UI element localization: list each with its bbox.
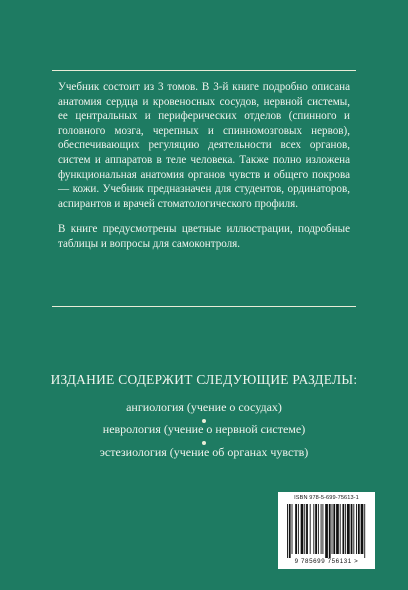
section-item-angiology: ангиология (учение о сосудах) bbox=[126, 400, 282, 414]
barcode-bar bbox=[322, 504, 323, 554]
barcode-bar bbox=[298, 504, 299, 554]
barcode-bar bbox=[353, 504, 354, 554]
description-paragraph-2: В книге предусмотрены цветные иллюстрации, подробные таблицы и вопросы для самоконтроля. bbox=[58, 223, 350, 250]
barcode-bar bbox=[332, 504, 333, 554]
barcode-bar bbox=[310, 504, 311, 554]
barcode-bar bbox=[358, 504, 360, 554]
barcode-bar bbox=[364, 504, 365, 558]
barcode-bar bbox=[292, 504, 293, 554]
barcode-bar bbox=[313, 504, 314, 554]
barcode-bar bbox=[306, 504, 308, 554]
barcode-bar bbox=[342, 504, 344, 554]
barcode-bar bbox=[325, 504, 328, 558]
barcode-bars bbox=[287, 504, 367, 558]
sections-heading: ИЗДАНИЕ СОДЕРЖИТ СЛЕДУЮЩИЕ РАЗДЕЛЫ: bbox=[50, 372, 358, 387]
book-description bbox=[58, 80, 350, 252]
barcode-bar bbox=[304, 504, 305, 554]
barcode-bar bbox=[318, 504, 319, 554]
section-item-neurology: неврология (учение о нервной системе) bbox=[102, 422, 306, 436]
description-paragraph-1: Учебник состоит из 3 томов. В 3-й книге подробно описана анатомия сердца и кровеносных сосудов, нервной системы, ее центральных и периферических отделов (спинного и головного мозга, черепных и спинномозговых нервов), обеспечивающих регуляцию деятельности всех органов, систем и аппаратов в теле человека. Также полно изложена функциональная анатомия органов чувств и общего покрова — кожи. Учебник предназначен для студентов, ординаторов, аспирантов и врачей стоматологического профиля. bbox=[58, 81, 350, 210]
barcode-bar bbox=[295, 504, 297, 554]
isbn-label: ISBN 978-5-699-75613-1 bbox=[294, 495, 359, 501]
barcode-bar bbox=[289, 504, 291, 558]
section-item-esthesiology: эстезиология (учение об органах чувств) bbox=[99, 445, 309, 459]
barcode-bar bbox=[340, 504, 341, 554]
barcode-digits: 9 785699 756131 > bbox=[294, 558, 359, 565]
barcode-bar bbox=[287, 504, 288, 558]
barcode-bar bbox=[351, 504, 353, 554]
barcode-bar bbox=[315, 504, 317, 554]
barcode-bar bbox=[347, 504, 350, 554]
barcode-bar bbox=[336, 504, 339, 554]
barcode-bar bbox=[329, 504, 331, 558]
barcode-bar bbox=[345, 504, 346, 554]
barcode-bar bbox=[361, 504, 364, 554]
bottom-divider bbox=[52, 306, 356, 307]
barcode bbox=[278, 492, 375, 569]
barcode-bar bbox=[356, 504, 357, 554]
barcode-bar bbox=[333, 504, 335, 554]
top-divider bbox=[52, 70, 356, 71]
barcode-bar bbox=[321, 504, 322, 554]
barcode-bar bbox=[301, 504, 304, 554]
